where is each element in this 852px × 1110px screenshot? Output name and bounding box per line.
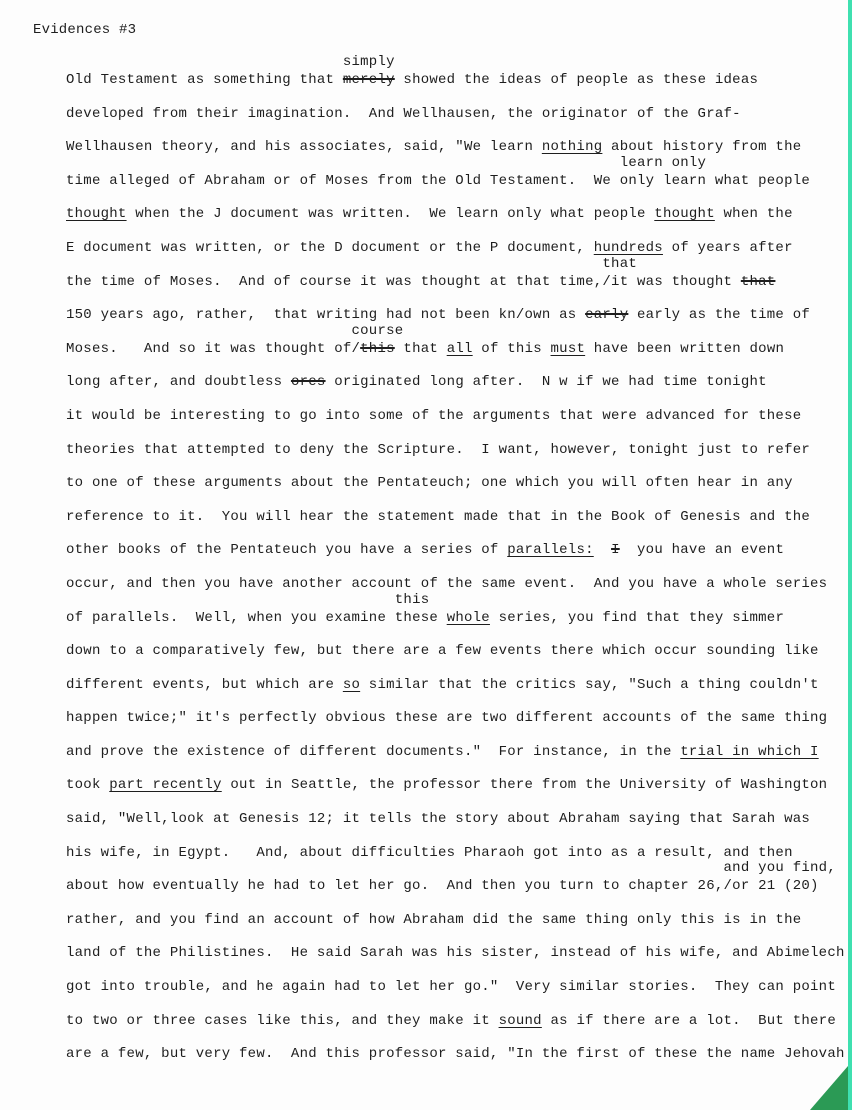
interlinear-insertion: simply [342, 54, 395, 70]
segment-text: early [585, 307, 629, 324]
text-line [66, 232, 845, 266]
segment-text: thought [654, 206, 715, 223]
text-segment [66, 945, 845, 961]
struck-text [585, 307, 628, 323]
text-segment [66, 542, 507, 558]
segment-text: ores [290, 374, 326, 391]
text-segment [66, 139, 542, 155]
text-segment [66, 744, 680, 760]
segment-text: to one of these arguments about the Pentateuch; one which you will often hear in any [66, 475, 793, 492]
interlinear-insertion: and you find, [723, 860, 836, 877]
segment-text: down to a comparatively few, but there are a few events there which occur sounding like [66, 643, 819, 660]
segment-text: early as the time of [628, 307, 811, 324]
text-segment [66, 979, 836, 995]
document-body [66, 54, 845, 1072]
text-segment [542, 1013, 836, 1029]
segment-text: Moses. And so it was thought of [66, 340, 352, 357]
text-segment [594, 542, 611, 558]
text-segment [620, 542, 784, 558]
text-line [66, 400, 845, 434]
underlined-text [551, 341, 586, 357]
segment-text: you have an event [619, 542, 785, 559]
text-line [66, 255, 845, 300]
segment-text: time alleged of Abraham or of Moses from the Old Testament. We [66, 172, 620, 189]
text-segment [360, 677, 819, 693]
text-line [66, 54, 845, 98]
segment-text [438, 610, 447, 626]
text-line [66, 467, 845, 501]
underlined-text [343, 677, 360, 693]
underlined-text [447, 341, 473, 357]
text-segment [66, 106, 741, 122]
text-segment [66, 307, 585, 323]
text-segment [602, 139, 801, 155]
segment-text: this [360, 340, 395, 357]
text-segment [490, 610, 784, 626]
text-segment [663, 240, 793, 256]
text-segment [66, 408, 801, 424]
text-segment [66, 72, 343, 88]
segment-text: theories that attempted to deny the Scripture. I want, however, tonight just to refer [66, 441, 811, 458]
text-line [66, 198, 845, 232]
segment-text: to two or three cases like this, and they make it [66, 1012, 499, 1029]
interlinear-insertion: course [351, 322, 404, 339]
segment-text: about history from the [602, 139, 802, 156]
segment-text: and prove the existence of different documents." For instance, in the [66, 743, 681, 760]
struck-text [291, 374, 326, 390]
segment-text: got into trouble, and he again had to let her go." Very similar stories. They can point [66, 979, 836, 996]
text-segment [66, 777, 109, 793]
text-segment [66, 1046, 845, 1062]
text-line [66, 904, 845, 938]
text-segment [326, 374, 767, 390]
segment-text: sound [498, 1012, 542, 1029]
text-segment [222, 777, 828, 793]
text-line [66, 1005, 845, 1039]
underlined-text [542, 139, 603, 155]
page-curl-corner [810, 1066, 848, 1110]
text-line [66, 299, 845, 333]
segment-text: of parallels. Well, when you examine [66, 609, 395, 626]
segment-text: that [740, 273, 776, 290]
segment-text: took [66, 777, 110, 794]
interlinear-insertion: this [394, 591, 430, 608]
text-line [66, 635, 845, 669]
text-segment [628, 274, 740, 290]
segment-text: said, "Well,look at Genesis 12; it tells the story about Abraham saying that Sarah was [66, 811, 811, 828]
segment-text: originated long after. N w if we had time tonight [325, 374, 767, 391]
text-line [66, 1038, 845, 1072]
text-line [66, 154, 845, 199]
segment-text: all [446, 340, 473, 357]
text-line [66, 803, 845, 837]
text-line [66, 501, 845, 535]
segment-text: long after, and doubtless [66, 374, 291, 391]
segment-text: different events, but which are [66, 676, 343, 693]
underlined-text [66, 206, 127, 222]
text-line [66, 591, 845, 636]
segment-text: rather, and you find an account of how Abraham did the same thing only this is in the [66, 911, 802, 928]
text-segment [473, 341, 551, 357]
text-segment [66, 576, 827, 592]
segment-text: learn what people [654, 172, 811, 189]
segment-text: whole [446, 609, 490, 626]
text-line [66, 669, 845, 703]
text-segment [715, 206, 793, 222]
text-segment [66, 610, 395, 626]
underlined-text [109, 777, 221, 793]
underlined-text [507, 542, 594, 558]
underlined-text [594, 240, 663, 256]
segment-text: /or 21 (20) [723, 878, 819, 895]
struck-text [611, 542, 620, 558]
text-line [66, 937, 845, 971]
segment-text: trial in which I [680, 743, 819, 760]
segment-text: it would be interesting to go into some of the arguments that were advanced for these [66, 407, 802, 424]
segment-text: showed the ideas of people as these ideas [394, 72, 759, 88]
segment-text: when the J document was written. We learn only what people [126, 206, 655, 223]
segment-text: nothing [541, 139, 603, 156]
segment-text: developed from their imagination. And Wellhausen, the originator of the Graf- [66, 105, 741, 122]
text-segment [66, 509, 810, 525]
segment-text: thought [66, 206, 127, 223]
text-segment [66, 475, 793, 491]
segment-text: out in Seattle, the professor there from the University of Washington [221, 777, 828, 794]
segment-text: 150 years ago, rather, that writing had not been kn/own as [66, 307, 586, 324]
text-line [66, 736, 845, 770]
underlined-text [654, 206, 715, 222]
text-line [66, 131, 845, 165]
text-line [66, 322, 845, 367]
struck-text [342, 54, 395, 88]
segment-text: so [342, 676, 361, 693]
segment-text: /it [602, 273, 629, 290]
segment-text [594, 542, 611, 558]
struck-text [360, 341, 395, 357]
text-segment [395, 341, 447, 357]
text-segment [66, 912, 801, 928]
page-edge [848, 0, 852, 1110]
text-line [66, 366, 845, 400]
segment-text: the time of Moses. And of course it was thought at that time, [66, 273, 603, 290]
text-line [66, 434, 845, 468]
text-line [66, 702, 845, 736]
segment-text: Wellhausen theory, and his associates, said, "We learn [66, 139, 542, 156]
text-line [66, 860, 845, 904]
text-segment [723, 860, 836, 895]
segment-text: Old Testament as something that [66, 72, 343, 88]
segment-text: I [611, 542, 620, 559]
segment-text: merely [342, 72, 395, 88]
segment-text: of years after [662, 239, 793, 256]
text-segment [66, 878, 724, 894]
text-line [66, 568, 845, 602]
text-segment [585, 341, 784, 357]
underlined-text [447, 610, 490, 626]
text-line [66, 98, 845, 132]
segment-text: parallels: [507, 542, 594, 559]
segment-text: have been written down [585, 340, 785, 357]
text-segment [66, 341, 352, 357]
segment-text: land of the Philistines. He said Sarah was his sister, instead of his wife, and Abimelech [66, 945, 845, 962]
segment-text: / [351, 340, 361, 357]
segment-text: part recently [109, 777, 222, 794]
page-header: Evidences #3 [33, 22, 137, 38]
segment-text: as if there are a lot. But there [541, 1012, 836, 1029]
text-segment [66, 677, 343, 693]
text-segment [66, 274, 602, 290]
text-line [66, 971, 845, 1005]
segment-text: similar that the critics say, "Such a thing couldn't [360, 676, 819, 693]
text-segment [66, 643, 819, 659]
segment-text: when the [714, 206, 793, 223]
segment-text: E document was written, or the D document or the P document, [66, 239, 594, 256]
text-segment [628, 307, 810, 323]
text-segment [602, 255, 637, 290]
text-line [66, 534, 845, 568]
text-segment [66, 710, 827, 726]
text-segment [66, 173, 620, 189]
text-segment [66, 1013, 499, 1029]
segment-text: other books of the Pentateuch you have a series of [66, 542, 508, 559]
text-segment [66, 845, 793, 861]
segment-text: his wife, in Egypt. And, about difficulties Pharaoh got into as a result, and then [66, 844, 793, 861]
segment-text: of this [472, 340, 551, 357]
segment-text: reference to it. You will hear the statement made that in the Book of Genesis and the [66, 508, 811, 525]
text-segment [654, 173, 810, 189]
interlinear-insertion: that [602, 255, 637, 272]
text-segment [619, 154, 707, 189]
segment-text: only [619, 172, 655, 189]
text-segment [66, 240, 594, 256]
text-segment [438, 610, 447, 626]
segment-text: occur, and then you have another account of the same event. And you have a whole series [66, 575, 828, 592]
underlined-text [680, 744, 818, 760]
struck-text [741, 274, 776, 290]
segment-text: these [394, 609, 439, 626]
text-segment [66, 374, 291, 390]
segment-text: are a few, but very few. And this professor said, "In the first of these the name Jehovah [66, 1046, 845, 1063]
text-segment [66, 811, 810, 827]
text-segment [394, 591, 439, 626]
segment-text: about how eventually he had to let her go. And then you turn to chapter 26, [66, 878, 724, 895]
segment-text: hundreds [593, 239, 663, 256]
text-segment [395, 72, 758, 88]
text-segment [127, 206, 655, 222]
segment-text: happen twice;" it's perfectly obvious these are two different accounts of the same thing [66, 710, 828, 727]
text-line [66, 769, 845, 803]
underlined-text [499, 1013, 542, 1029]
segment-text: series, you find that they simmer [489, 609, 785, 626]
segment-text: was thought [628, 273, 741, 290]
text-segment [66, 442, 810, 458]
segment-text: must [550, 340, 586, 357]
interlinear-insertion: learn only [619, 154, 707, 171]
segment-text: that [394, 340, 447, 357]
